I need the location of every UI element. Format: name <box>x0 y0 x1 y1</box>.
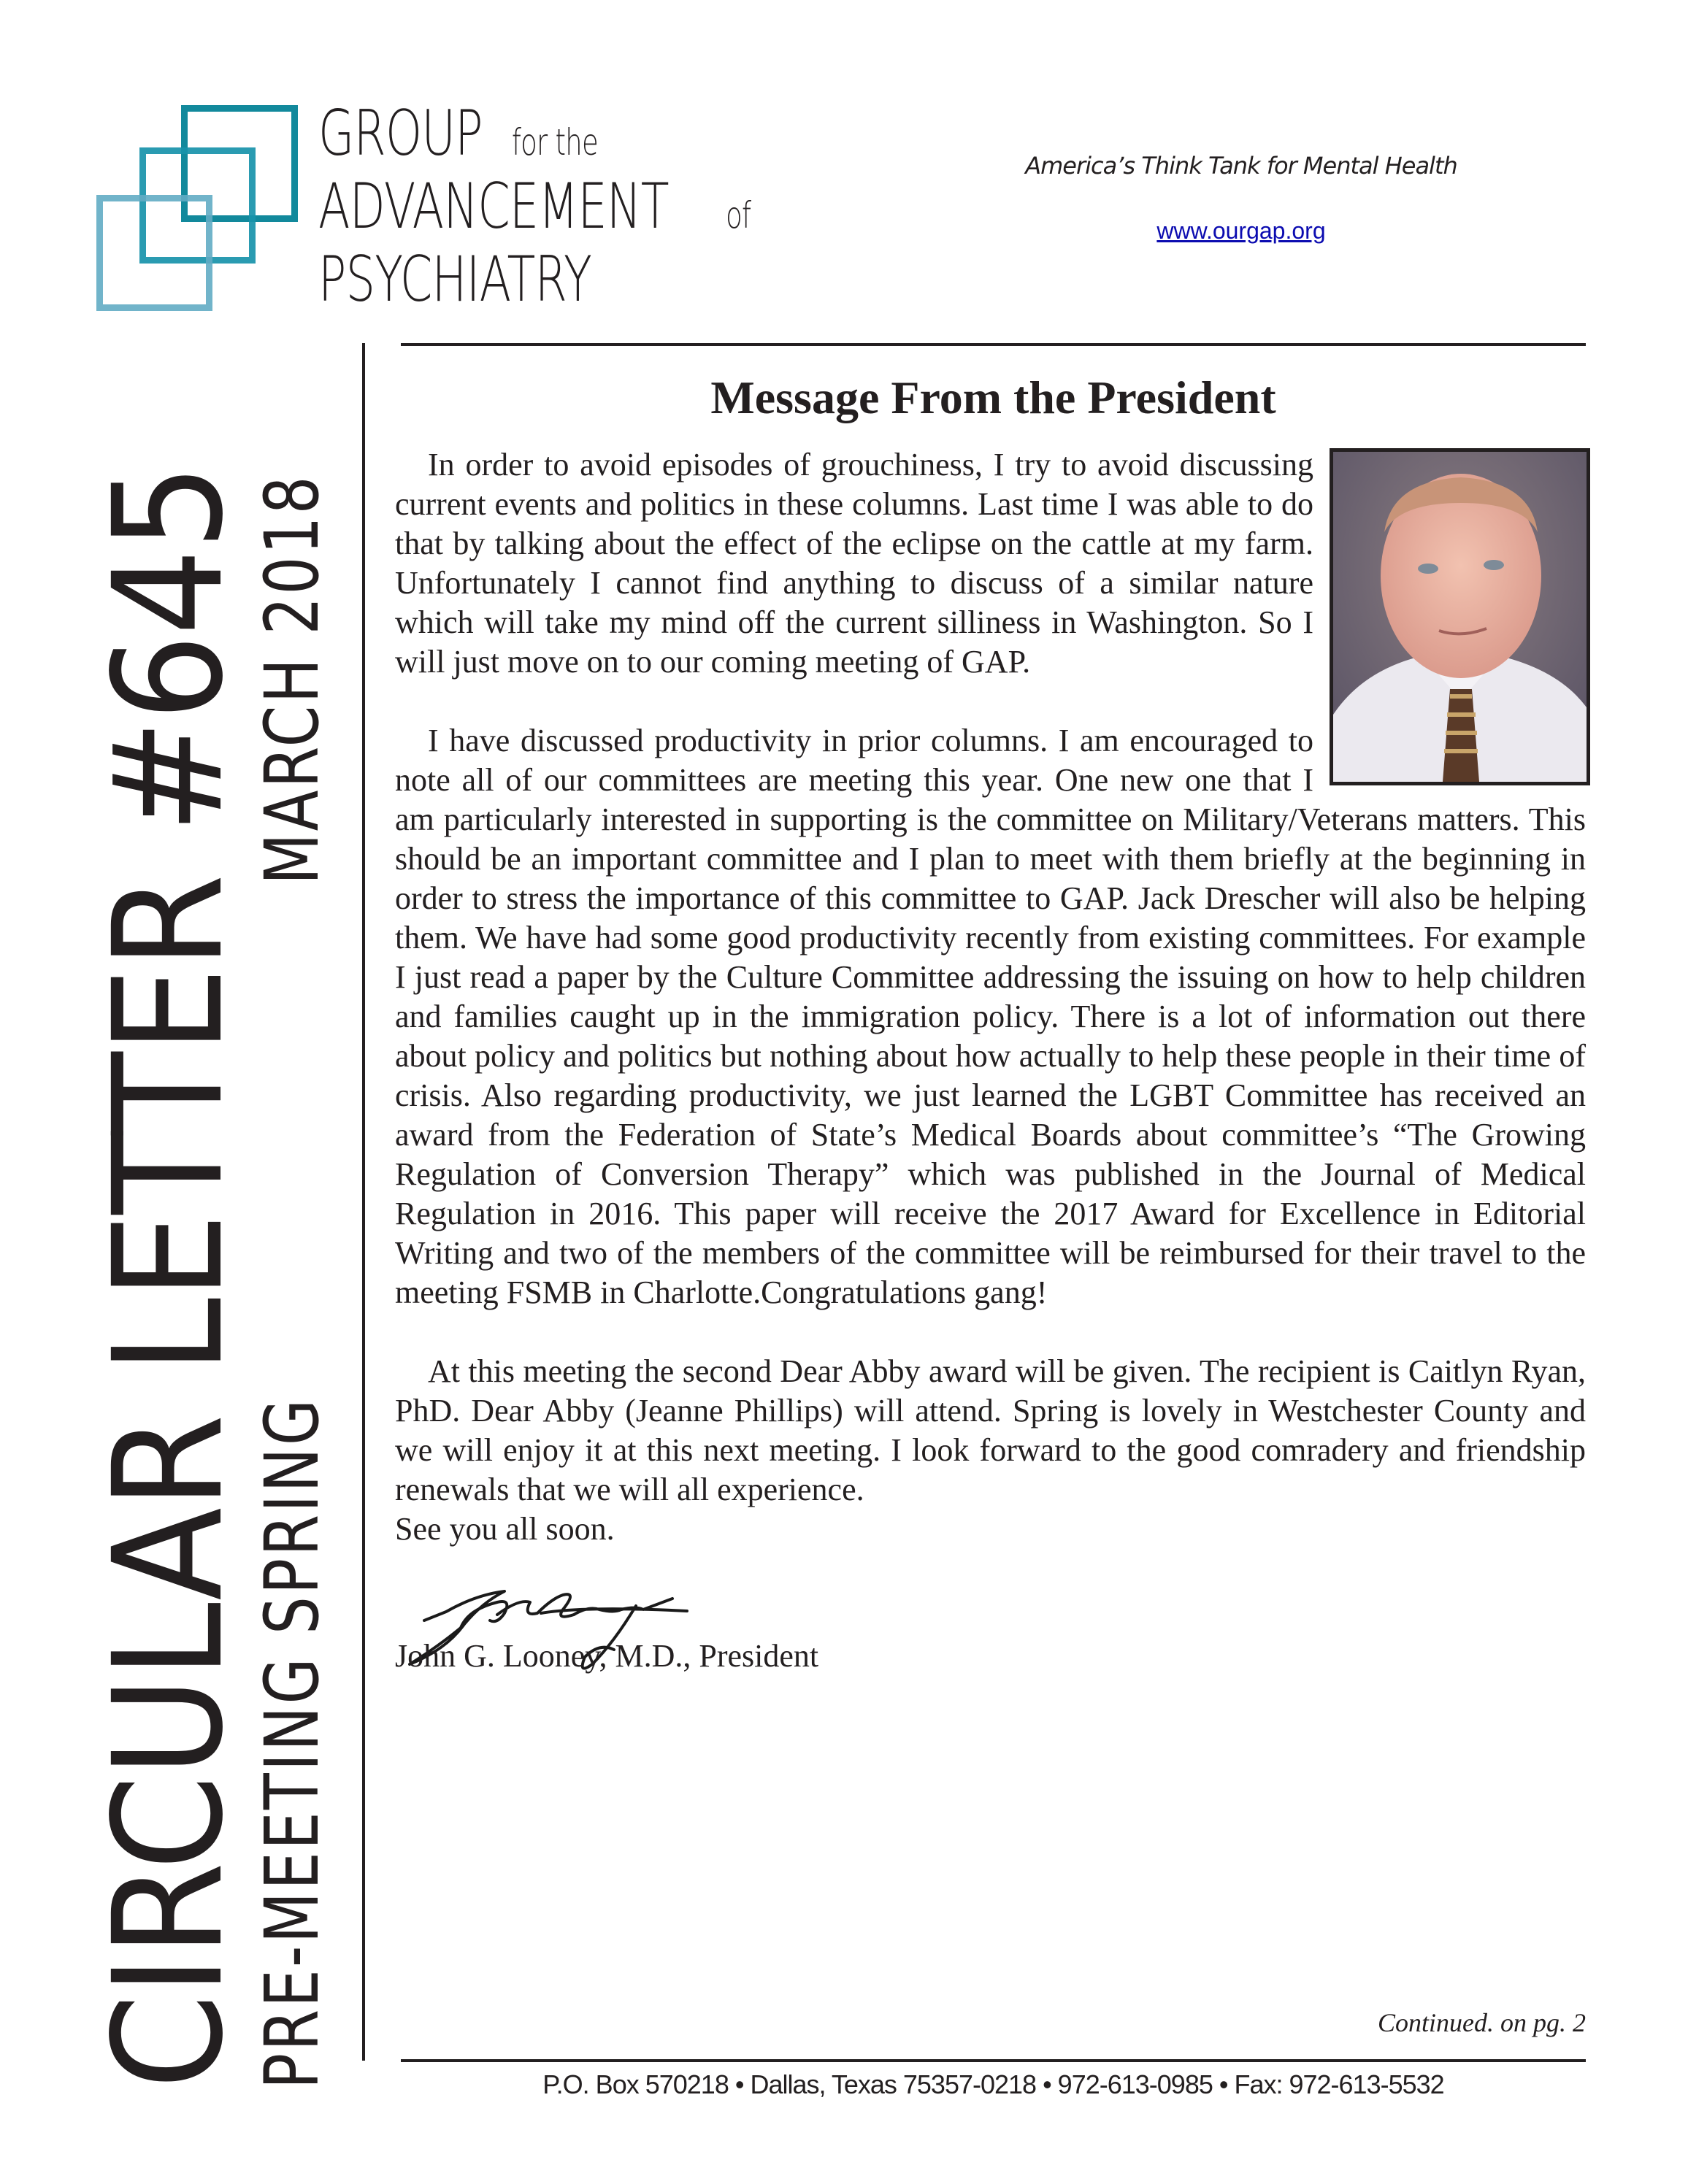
signature-block <box>395 1569 906 1693</box>
closing-line: See you all soon. <box>395 1511 615 1547</box>
logo-word-for-the: for the <box>511 121 598 164</box>
website-link[interactable]: www.ourgap.org <box>1156 218 1326 244</box>
bottom-divider <box>401 2059 1586 2062</box>
logo-line-1 <box>318 97 660 170</box>
logo-line-2 <box>318 170 826 243</box>
article-title: Message From the President <box>710 372 1276 423</box>
vertical-divider <box>362 343 365 2061</box>
footer-address: P.O. Box 570218 • Dallas, Texas 75357-0218 • 972-613-0985 • Fax: 972-613-5532 <box>542 2069 1444 2099</box>
article-body <box>395 445 1586 1549</box>
issue-date <box>249 372 336 885</box>
top-divider <box>401 343 1586 346</box>
logo-word-group: GROUP <box>318 97 483 170</box>
continued-note: Continued. on pg. 2 <box>1378 2008 1586 2037</box>
logo-word-psychiatry: PSYCHIATRY <box>318 243 592 316</box>
paragraph-3: At this meeting the second Dear Abby award will be given. The recipient is Caitlyn Ryan, PhD. Dear Abby (Jeanne Phillips) will attend. Spring is lovely in Westchester County and we will enjoy it at this next meeting. I look forward to the good comradery and friendship renewals that we will all experience. <box>395 1353 1586 1507</box>
president-photo <box>1330 448 1590 785</box>
logo-word-of: of <box>725 194 751 237</box>
logo-word-advancement: ADVANCEMENT <box>318 170 669 243</box>
paragraph-2: I have discussed productivity in prior columns. I am encouraged to note all of our committees are meeting this year. One new one that I am particularly interested in supporting is the committee on Military/Veterans matters. This should be an important committee and I plan to meet with them briefly at the beginning in order to stress the importance of this committee to GAP. Jack Drescher will also be helping them. We have had some good productivity recently from existing committees. For example I just read a paper by the Culture Committee addressing the issuing on how to help children and families caught up in the immigration policy. There is a lot of information out there about policy and politics but nothing about how actually to help these people in their time of crisis. Also regarding productivity, we just learned the LGBT Committee has received an award from the Federation of State’s Medical Boards about committee’s “The Growing Regulation of Conversion Therapy” which was published in the Journal of Medical Regulation in 2016. This paper will receive the 2017 Award for Excellence in Editorial Writing and two of the members of the committee will be reimbursed for their travel to the meeting FSMB in Charlotte.Congratulations gang! <box>395 723 1586 1310</box>
circular-letter-title <box>81 294 256 2089</box>
logo-line-3 <box>318 243 688 316</box>
issue-date-text: MARCH 2018 <box>249 474 336 885</box>
paragraph-1: In order to avoid episodes of grouchiness, I try to avoid discussing current events and politics in these columns. Last time I was able to do that by talking about the effect of the eclipse on the cattle at my farm. Unfortunately I cannot find anything to discuss of a similar nature which will take my mind off the current silliness in Washington. So I will just move on to our coming meeting of GAP. <box>395 447 1313 680</box>
logo-square-bottom <box>96 195 212 311</box>
circular-letter-title-text: CIRCULAR LETTER #645 <box>81 464 256 2089</box>
pre-meeting-label-text: PRE-MEETING SPRING <box>249 1396 336 2089</box>
signature-name: John G. Looney, M.D., President <box>395 1638 819 1674</box>
tagline: America’s Think Tank for Mental Health <box>1025 152 1457 180</box>
pre-meeting-label <box>249 1224 336 2089</box>
portrait-image <box>1333 452 1587 782</box>
